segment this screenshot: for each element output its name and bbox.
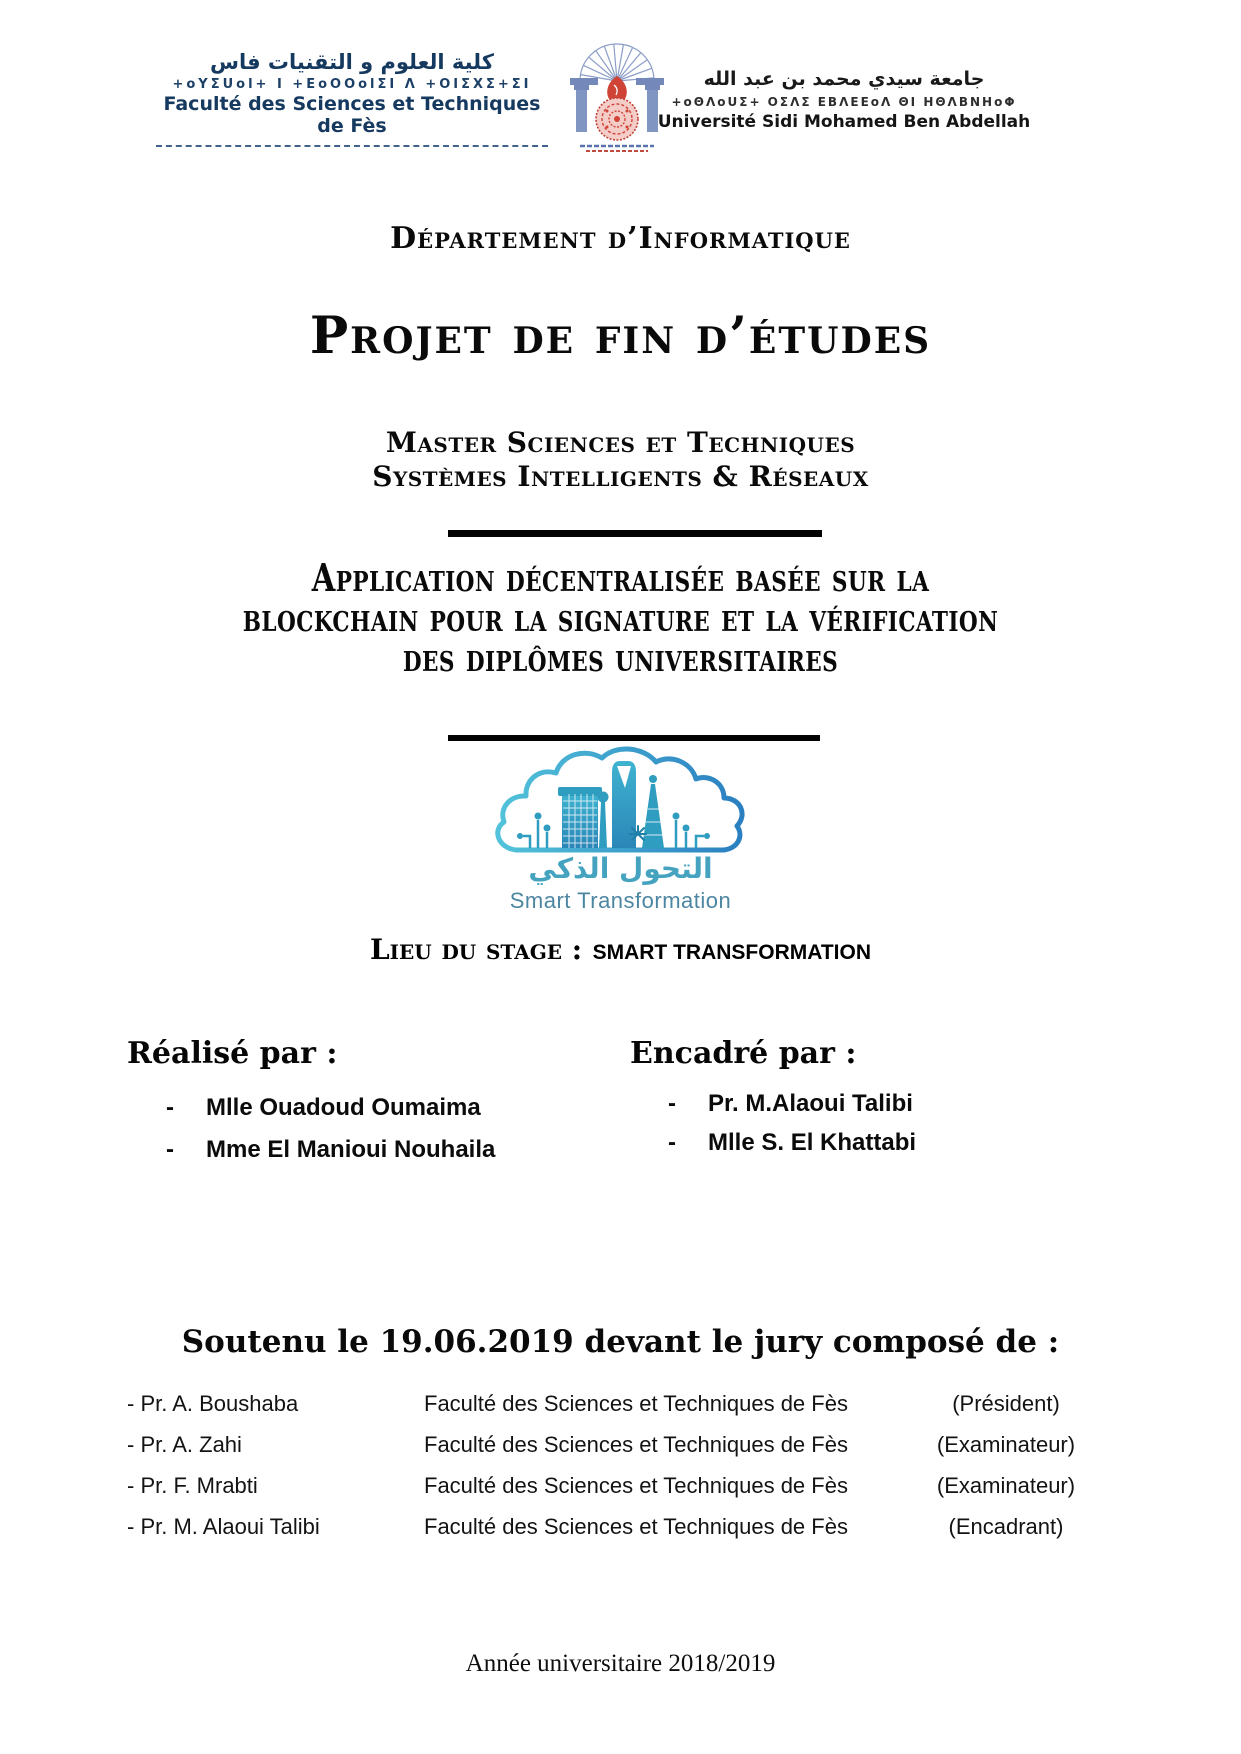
jury-row: [0, 1473, 1241, 1503]
university-name-arabic: جامعة سيدي محمد بن عبد الله: [703, 68, 985, 90]
faculty-name-french: Faculté des Sciences et Techniques de Fès: [163, 93, 541, 137]
list-item: [668, 1090, 916, 1118]
company-name-english: Smart Transformation: [509, 888, 732, 913]
jury-member-affiliation: Faculté des Sciences et Techniques de Fès: [424, 1473, 848, 1498]
authors-list: [166, 1094, 495, 1164]
author-name: Mme El Manioui Nouhaila: [206, 1136, 496, 1163]
separator-rule-top: [448, 530, 822, 537]
internship-location-line: [0, 933, 1241, 966]
jury-member-name: - Pr. A. Boushaba: [127, 1391, 299, 1416]
faculty-name-tifinagh: +oΥΣUol+ Ι +ΕoΟΟolΣΙ Λ +ΟΙΣΧΣ+ΣΙ: [172, 77, 532, 92]
faculty-name-arabic: كلية العلوم و التقنيات فاس: [210, 50, 494, 74]
smart-transformation-cloud-logo-icon: [486, 742, 756, 862]
author-name: Mlle Ouadoud Oumaima: [206, 1094, 481, 1121]
jury-member-affiliation: Faculté des Sciences et Techniques de Fès: [424, 1514, 848, 1539]
supervisor-name: Mlle S. El Khattabi: [708, 1129, 917, 1156]
list-item: [166, 1136, 495, 1164]
jury-member-name: - Pr. A. Zahi: [127, 1432, 242, 1457]
project-title-line-2: blockchain pour la signature et la vérification: [242, 595, 999, 640]
internship-location-value: SMART TRANSFORMATION: [592, 941, 872, 964]
jury-member-role: (Encadrant): [948, 1514, 1064, 1539]
internship-location-label: Lieu du stage :: [369, 933, 583, 966]
jury-member-role: (Examinateur): [936, 1432, 1076, 1457]
university-name-french: Université Sidi Mohamed Ben Abdellah: [657, 112, 1031, 132]
jury-heading: Soutenu le 19.06.2019 devant le jury composé de :: [181, 1324, 1060, 1360]
master-line-2: Systèmes Intelligents & Réseaux: [372, 460, 869, 493]
authors-heading: Réalisé par :: [127, 1036, 338, 1071]
master-line-1: Master Sciences et Techniques: [385, 426, 856, 459]
jury-member-name: - Pr. M. Alaoui Talibi: [127, 1514, 320, 1539]
master-program-heading: [0, 426, 1241, 494]
university-header-block: [648, 68, 1040, 132]
jury-row: [0, 1514, 1241, 1544]
dash-bullet: -: [166, 1094, 174, 1121]
dash-bullet: -: [668, 1090, 676, 1117]
dash-bullet: -: [166, 1136, 174, 1163]
faculty-header-block: [156, 50, 548, 147]
jury-member-name: - Pr. F. Mrabti: [127, 1473, 258, 1498]
jury-row: [0, 1391, 1241, 1421]
list-item: [668, 1129, 916, 1157]
project-title: [124, 555, 1117, 680]
supervisor-name: Pr. M.Alaoui Talibi: [708, 1090, 913, 1117]
separator-rule-bottom: [448, 735, 820, 741]
list-item: [166, 1094, 495, 1122]
document-type-title: Projet de fin d’études: [309, 306, 932, 366]
supervisors-heading: Encadré par :: [630, 1036, 857, 1071]
jury-member-affiliation: Faculté des Sciences et Techniques de Fès: [424, 1391, 848, 1416]
jury-member-role: (Examinateur): [936, 1473, 1076, 1498]
department-heading: Département d’Informatique: [390, 221, 851, 256]
jury-member-role: (Président): [952, 1391, 1060, 1416]
university-name-tifinagh: +oΘΛoUΣ+ ΟΣΛΣ ΕΒΛΕΕoΛ ΘΙ ΗΘΛΒΝΗoΦ: [671, 95, 1017, 109]
project-title-line-1: Application décentralisée basée sur la: [311, 555, 930, 600]
jury-row: [0, 1432, 1241, 1462]
project-title-line-3: des diplômes universitaires: [402, 635, 839, 680]
academic-year-footer: Année universitaire 2018/2019: [465, 1650, 776, 1677]
jury-member-affiliation: Faculté des Sciences et Techniques de Fès: [424, 1432, 848, 1457]
supervisors-list: [668, 1090, 916, 1157]
dash-bullet: -: [668, 1129, 676, 1156]
company-name-arabic: التحول الذكي: [528, 852, 713, 885]
